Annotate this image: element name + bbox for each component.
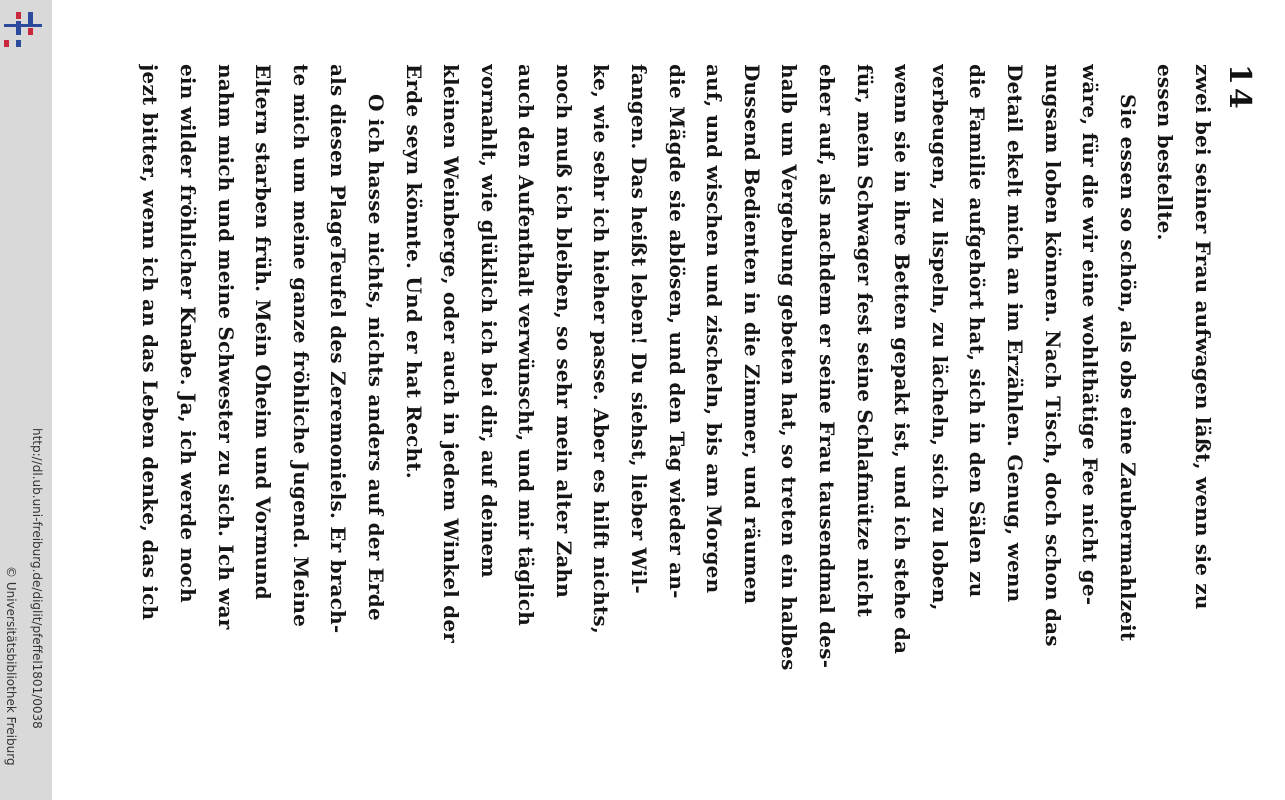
text-line: nahm mich und meine Schwester zu sich. Ich war <box>213 64 238 630</box>
text-line: jezt bitter, wenn ich an das Leben denke, das ich <box>138 64 163 621</box>
text-line: vornahlt, wie glüklich ich bei dir, auf deinem <box>476 64 501 578</box>
text-line: Detail ekelt mich an im Erzählen. Genug, wenn <box>1003 64 1028 603</box>
page-text-block <box>131 64 1221 724</box>
text-line: für, mein Schwager fest seine Schlafmütze nicht <box>852 64 877 618</box>
text-line: essen bestellte. <box>1153 64 1178 241</box>
text-line: halb um Vergebung gebeten hat, so treten ein halbes <box>777 64 802 671</box>
text-line: O ich hasse nichts, nichts anders auf der Erde <box>363 94 388 621</box>
source-url-label: http://dl.ub.uni-freiburg.de/diglit/pfeffel1801/0038 <box>30 428 44 729</box>
rotated-page <box>52 0 1285 800</box>
text-line: noch muß ich bleiben, so sehr mein alter Zahn <box>551 64 576 599</box>
page-number: 14 <box>1222 64 1257 112</box>
text-line: als diesen PlageTeufel des Zeremoniels. Er brach- <box>326 64 351 634</box>
scanned-page-view <box>52 0 1285 800</box>
text-line: die Familie aufgehört hat, sich in den Sälen zu <box>965 64 990 598</box>
text-line: fangen. Das heißt leben! Du siehst, lieber Wil- <box>627 64 652 594</box>
text-line: eher auf, als nachdem er seine Frau tausendmal des- <box>815 64 840 669</box>
viewer-sidebar <box>0 0 52 800</box>
text-line: Sie essen so schön, als obs eine Zaubermahlzeit <box>1115 94 1140 642</box>
text-line: te mich um meine ganze fröhliche Jugend. Meine <box>288 64 313 627</box>
text-line: nugsam loben können. Nach Tisch, doch schon das <box>1040 64 1065 647</box>
text-line: auf, und wischen und zischeln, bis am Morgen <box>702 64 727 594</box>
text-line: zwei bei seiner Frau aufwagen läßt, wenn sie zu <box>1191 64 1215 610</box>
text-line: ein wilder fröhlicher Knabe. Ja, ich werde noch <box>175 64 200 603</box>
copyright-label: © Universitätsbibliothek Freiburg <box>4 566 18 766</box>
text-line: Dussend Bedienten in die Zimmer, und räumen <box>739 64 764 605</box>
text-line: auch den Aufenthalt verwünscht, und mir täglich <box>514 64 539 626</box>
text-line: ke, wie sehr ich hieher passe. Aber es hilft nichts, <box>589 64 614 634</box>
text-line: kleinen Weinberge, oder auch in jedem Winkel der <box>439 64 464 643</box>
text-line: Eltern starben früh. Mein Oheim und Vormund <box>251 64 276 600</box>
text-line: Erde seyn könnte. Und er hat Recht. <box>401 64 426 479</box>
ub-freiburg-logo-icon[interactable] <box>2 10 44 50</box>
text-line: wenn sie in ihre Betten gepakt ist, und ich stehe da <box>890 64 915 655</box>
text-line: verbeugen, zu lispeln, zu lächeln, sich zu loben, <box>927 64 952 611</box>
text-line: die Mägde sie ablösen, und den Tag wieder an- <box>664 64 689 599</box>
text-line: wäre, für die wir eine wohlthätige Fee nicht ge- <box>1078 64 1103 606</box>
